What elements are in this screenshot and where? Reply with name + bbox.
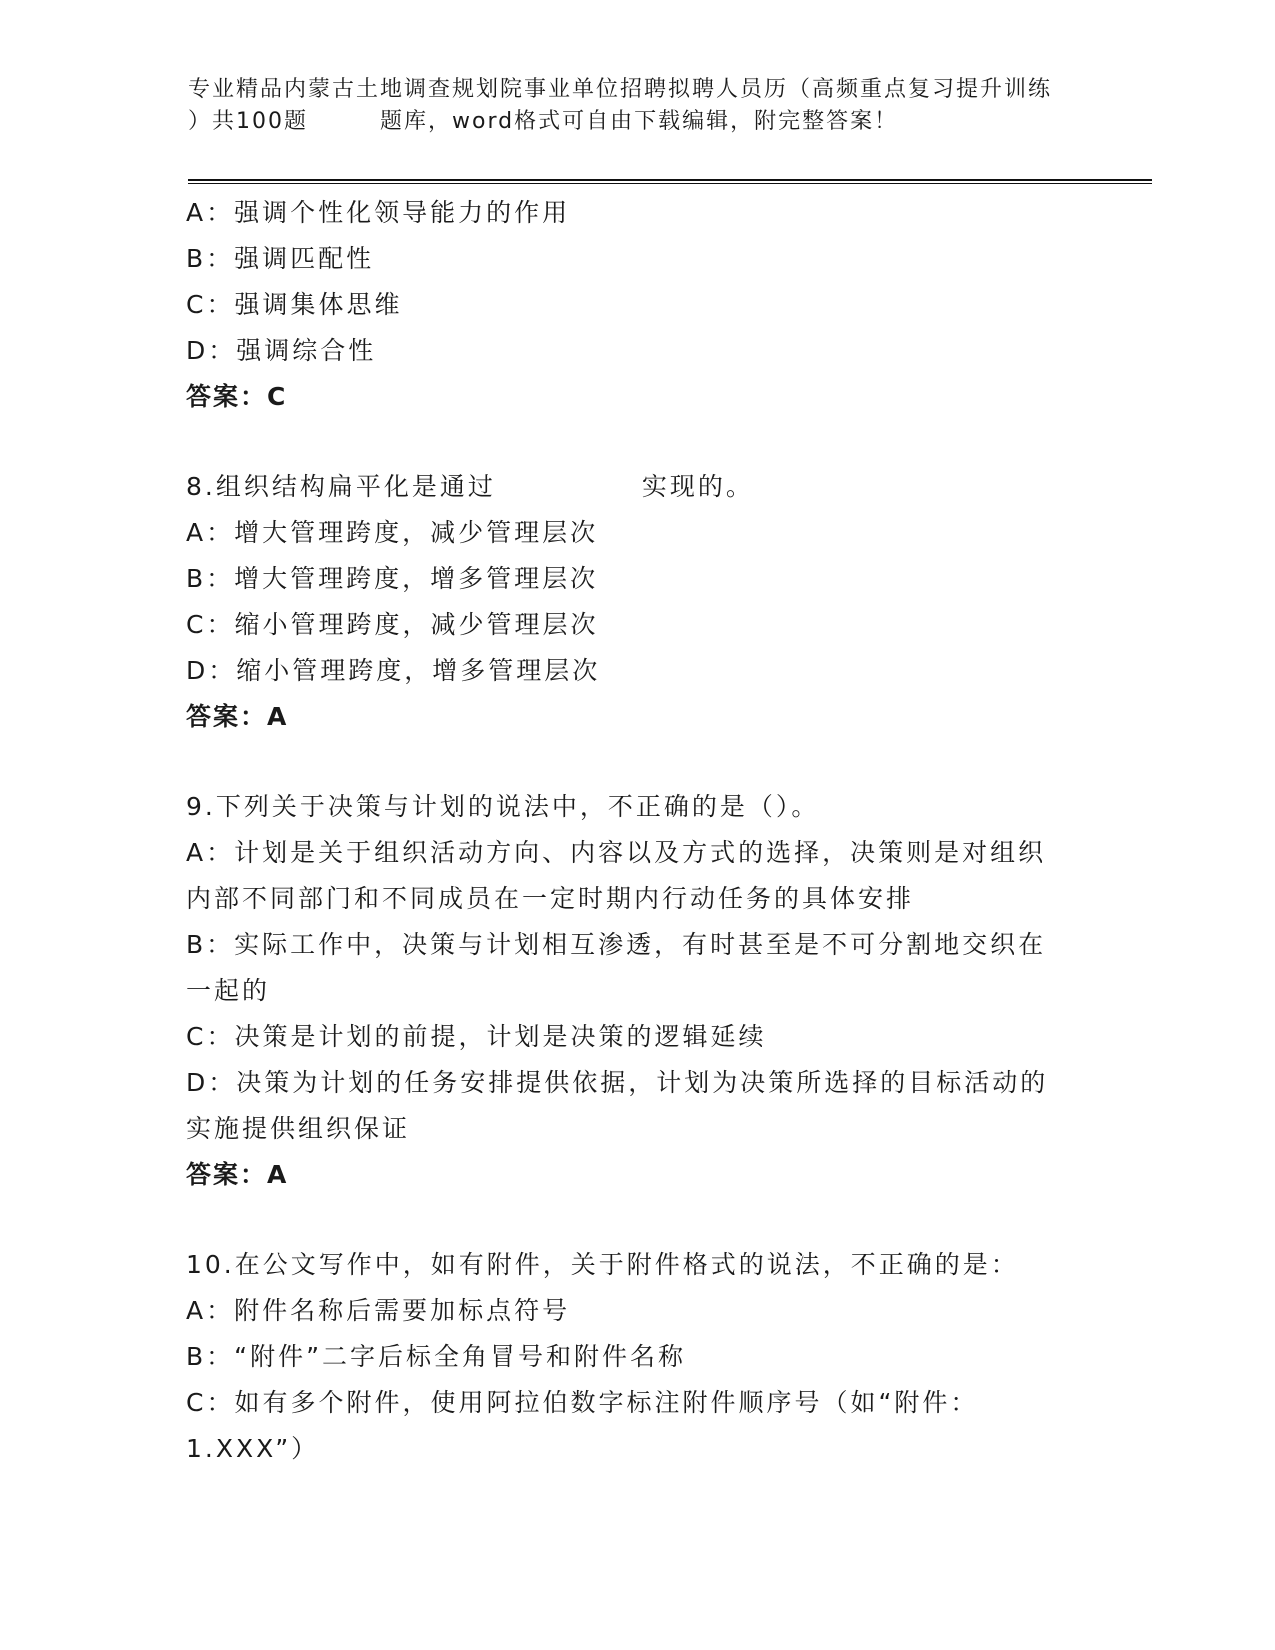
header-line-1: 专业精品内蒙古土地调查规划院事业单位招聘拟聘人员历（高频重点复习提升训练 xyxy=(188,77,1053,102)
q10-option-c-line-1: C：如有多个附件，使用阿拉伯数字标注附件顺序号（如“附件： xyxy=(186,1388,979,1417)
header-rule-thin xyxy=(188,183,1152,184)
q9-stem: 9.下列关于决策与计划的说法中，不正确的是（）。 xyxy=(186,792,820,821)
q8-option-c: C：缩小管理跨度，减少管理层次 xyxy=(186,610,599,639)
q8-answer: 答案：A xyxy=(186,702,289,731)
q8-option-d: D：缩小管理跨度，增多管理层次 xyxy=(186,656,601,685)
header-line-2-end: 题库，word格式可自由下载编辑，附完整答案！ xyxy=(380,109,899,134)
spacer xyxy=(186,740,1086,784)
q9-option-d-line-1: D：决策为计划的任务安排提供依据，计划为决策所选择的目标活动的 xyxy=(186,1068,1049,1097)
q7-option-d: D：强调综合性 xyxy=(186,336,377,365)
document-header xyxy=(188,74,1088,138)
q9-option-b-line-1: B：实际工作中，决策与计划相互渗透，有时甚至是不可分割地交织在 xyxy=(186,930,1047,959)
q9-option-a-line-2: 内部不同部门和不同成员在一定时期内行动任务的具体安排 xyxy=(186,884,915,913)
q8-stem-start: 8.组织结构扁平化是通过 xyxy=(186,472,496,501)
q9-option-b-line-2: 一起的 xyxy=(186,976,271,1005)
q10-option-c-line-2: 1.XXX”） xyxy=(186,1434,320,1463)
q8-option-b: B：增大管理跨度，增多管理层次 xyxy=(186,564,599,593)
q7-answer: 答案：C xyxy=(186,382,288,411)
q10-option-b: B：“附件”二字后标全角冒号和附件名称 xyxy=(186,1342,687,1371)
header-line-2-start: ）共100题 xyxy=(188,109,308,134)
q8-stem-end: 实现的。 xyxy=(641,472,754,501)
q9-answer: 答案：A xyxy=(186,1160,289,1189)
q9-option-c: C：决策是计划的前提，计划是决策的逻辑延续 xyxy=(186,1022,767,1051)
q7-option-b: B：强调匹配性 xyxy=(186,244,375,273)
q7-option-c: C：强调集体思维 xyxy=(186,290,403,319)
spacer xyxy=(186,420,1086,464)
question-body xyxy=(186,190,1086,1472)
header-line-2 xyxy=(188,106,1088,138)
q9-option-a-line-1: A：计划是关于组织活动方向、内容以及方式的选择，决策则是对组织 xyxy=(186,838,1047,867)
q8-stem xyxy=(186,464,1086,510)
q10-option-a: A：附件名称后需要加标点符号 xyxy=(186,1296,571,1325)
q9-option-d-line-2: 实施提供组织保证 xyxy=(186,1114,411,1143)
q7-option-a: A：强调个性化领导能力的作用 xyxy=(186,198,571,227)
header-rule-thick xyxy=(188,179,1152,181)
q8-option-a: A：增大管理跨度，减少管理层次 xyxy=(186,518,599,547)
q10-stem: 10.在公文写作中，如有附件，关于附件格式的说法，不正确的是： xyxy=(186,1250,1019,1279)
spacer xyxy=(186,1198,1086,1242)
